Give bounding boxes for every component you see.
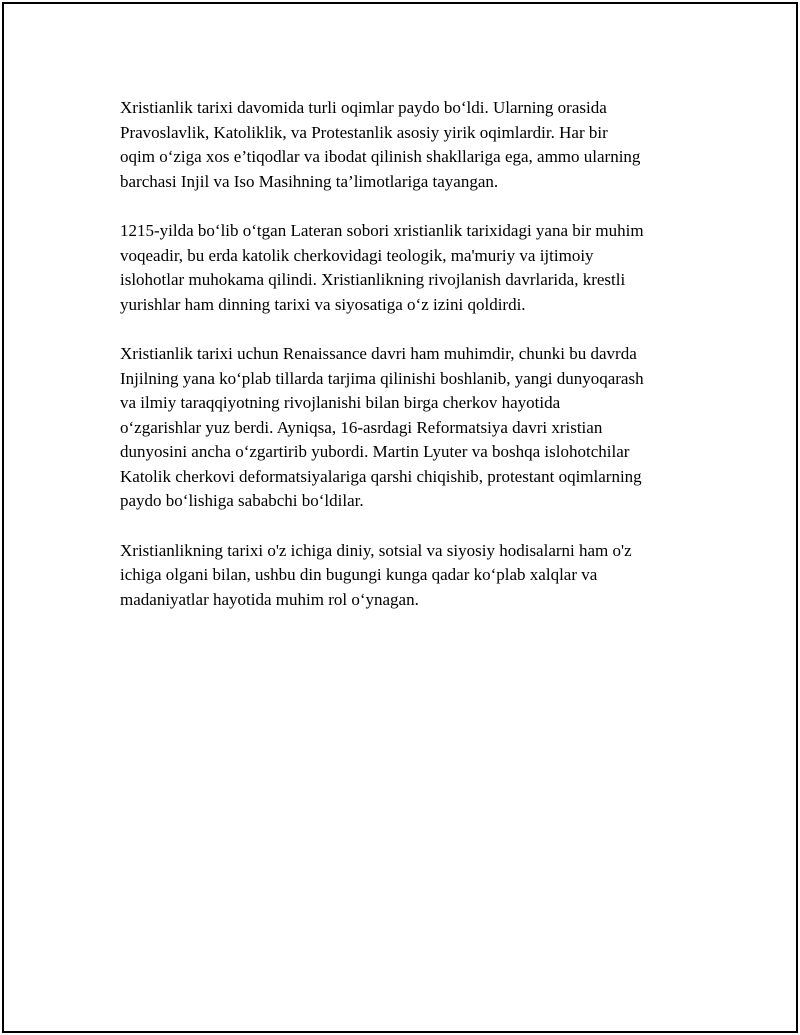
text-line: Xristianlikning tarixi o'z ichiga diniy, sotsial va siyosiy hodisalarni ham o'z [120,540,632,560]
text-line: oqim o‘ziga xos e’tiqodlar va ibodat qilinish shakllariga ega, ammo ularning [120,147,641,166]
document-body [120,96,694,637]
paragraph-3 [120,342,694,514]
text-line: dunyosini ancha o‘zgartirib yubordi. Martin Lyuter va boshqa islohotchilar [120,442,630,461]
text-line: 1215-yilda bo‘lib o‘tgan Lateran sobori xristianlik tarixidagi yana bir muhim [120,221,644,240]
text-line: ichiga olgani bilan, ushbu din bugungi kunga qadar ko‘plab xalqlar va [120,565,598,584]
text-line: madaniyatlar hayotida muhim rol o‘ynagan. [120,589,419,609]
document-page [2,2,798,1033]
text-line: barchasi Injil va Iso Masihning ta’limotlariga tayangan. [120,171,499,191]
text-line: islohotlar muhokama qilindi. Xristianlikning rivojlanish davrlarida, krestli [120,270,626,289]
paragraph-4 [120,539,694,613]
paragraph-1 [120,96,694,194]
text-line: paydo bo‘lishiga sababchi bo‘ldilar. [120,491,364,510]
text-line: va ilmiy taraqqiyotning rivojlanishi bilan birga cherkov hayotida [120,393,561,412]
text-line: Injilning yana ko‘plab tillarda tarjima qilinishi boshlanib, yangi dunyoqarash [120,368,644,388]
text-line: voqeadir, bu erda katolik cherkovidagi teologik, ma'muriy va ijtimoiy [120,245,594,265]
text-line: Katolik cherkovi deformatsiyalariga qarshi chiqishib, protestant oqimlarning [120,466,642,486]
text-line: Xristianlik tarixi davomida turli oqimlar paydo bo‘ldi. Ularning orasida [120,98,607,117]
text-line: Pravoslavlik, Katoliklik, va Protestanlik asosiy yirik oqimlardir. Har bir [120,122,608,142]
paragraph-2 [120,219,694,317]
text-line: Xristianlik tarixi uchun Renaissance davri ham muhimdir, chunki bu davrda [120,344,637,363]
text-line: o‘zgarishlar yuz berdi. Ayniqsa, 16-asrdagi Reformatsiya davri xristian [120,417,603,437]
text-line: yurishlar ham dinning tarixi va siyosatiga o‘z izini qoldirdi. [120,294,526,314]
